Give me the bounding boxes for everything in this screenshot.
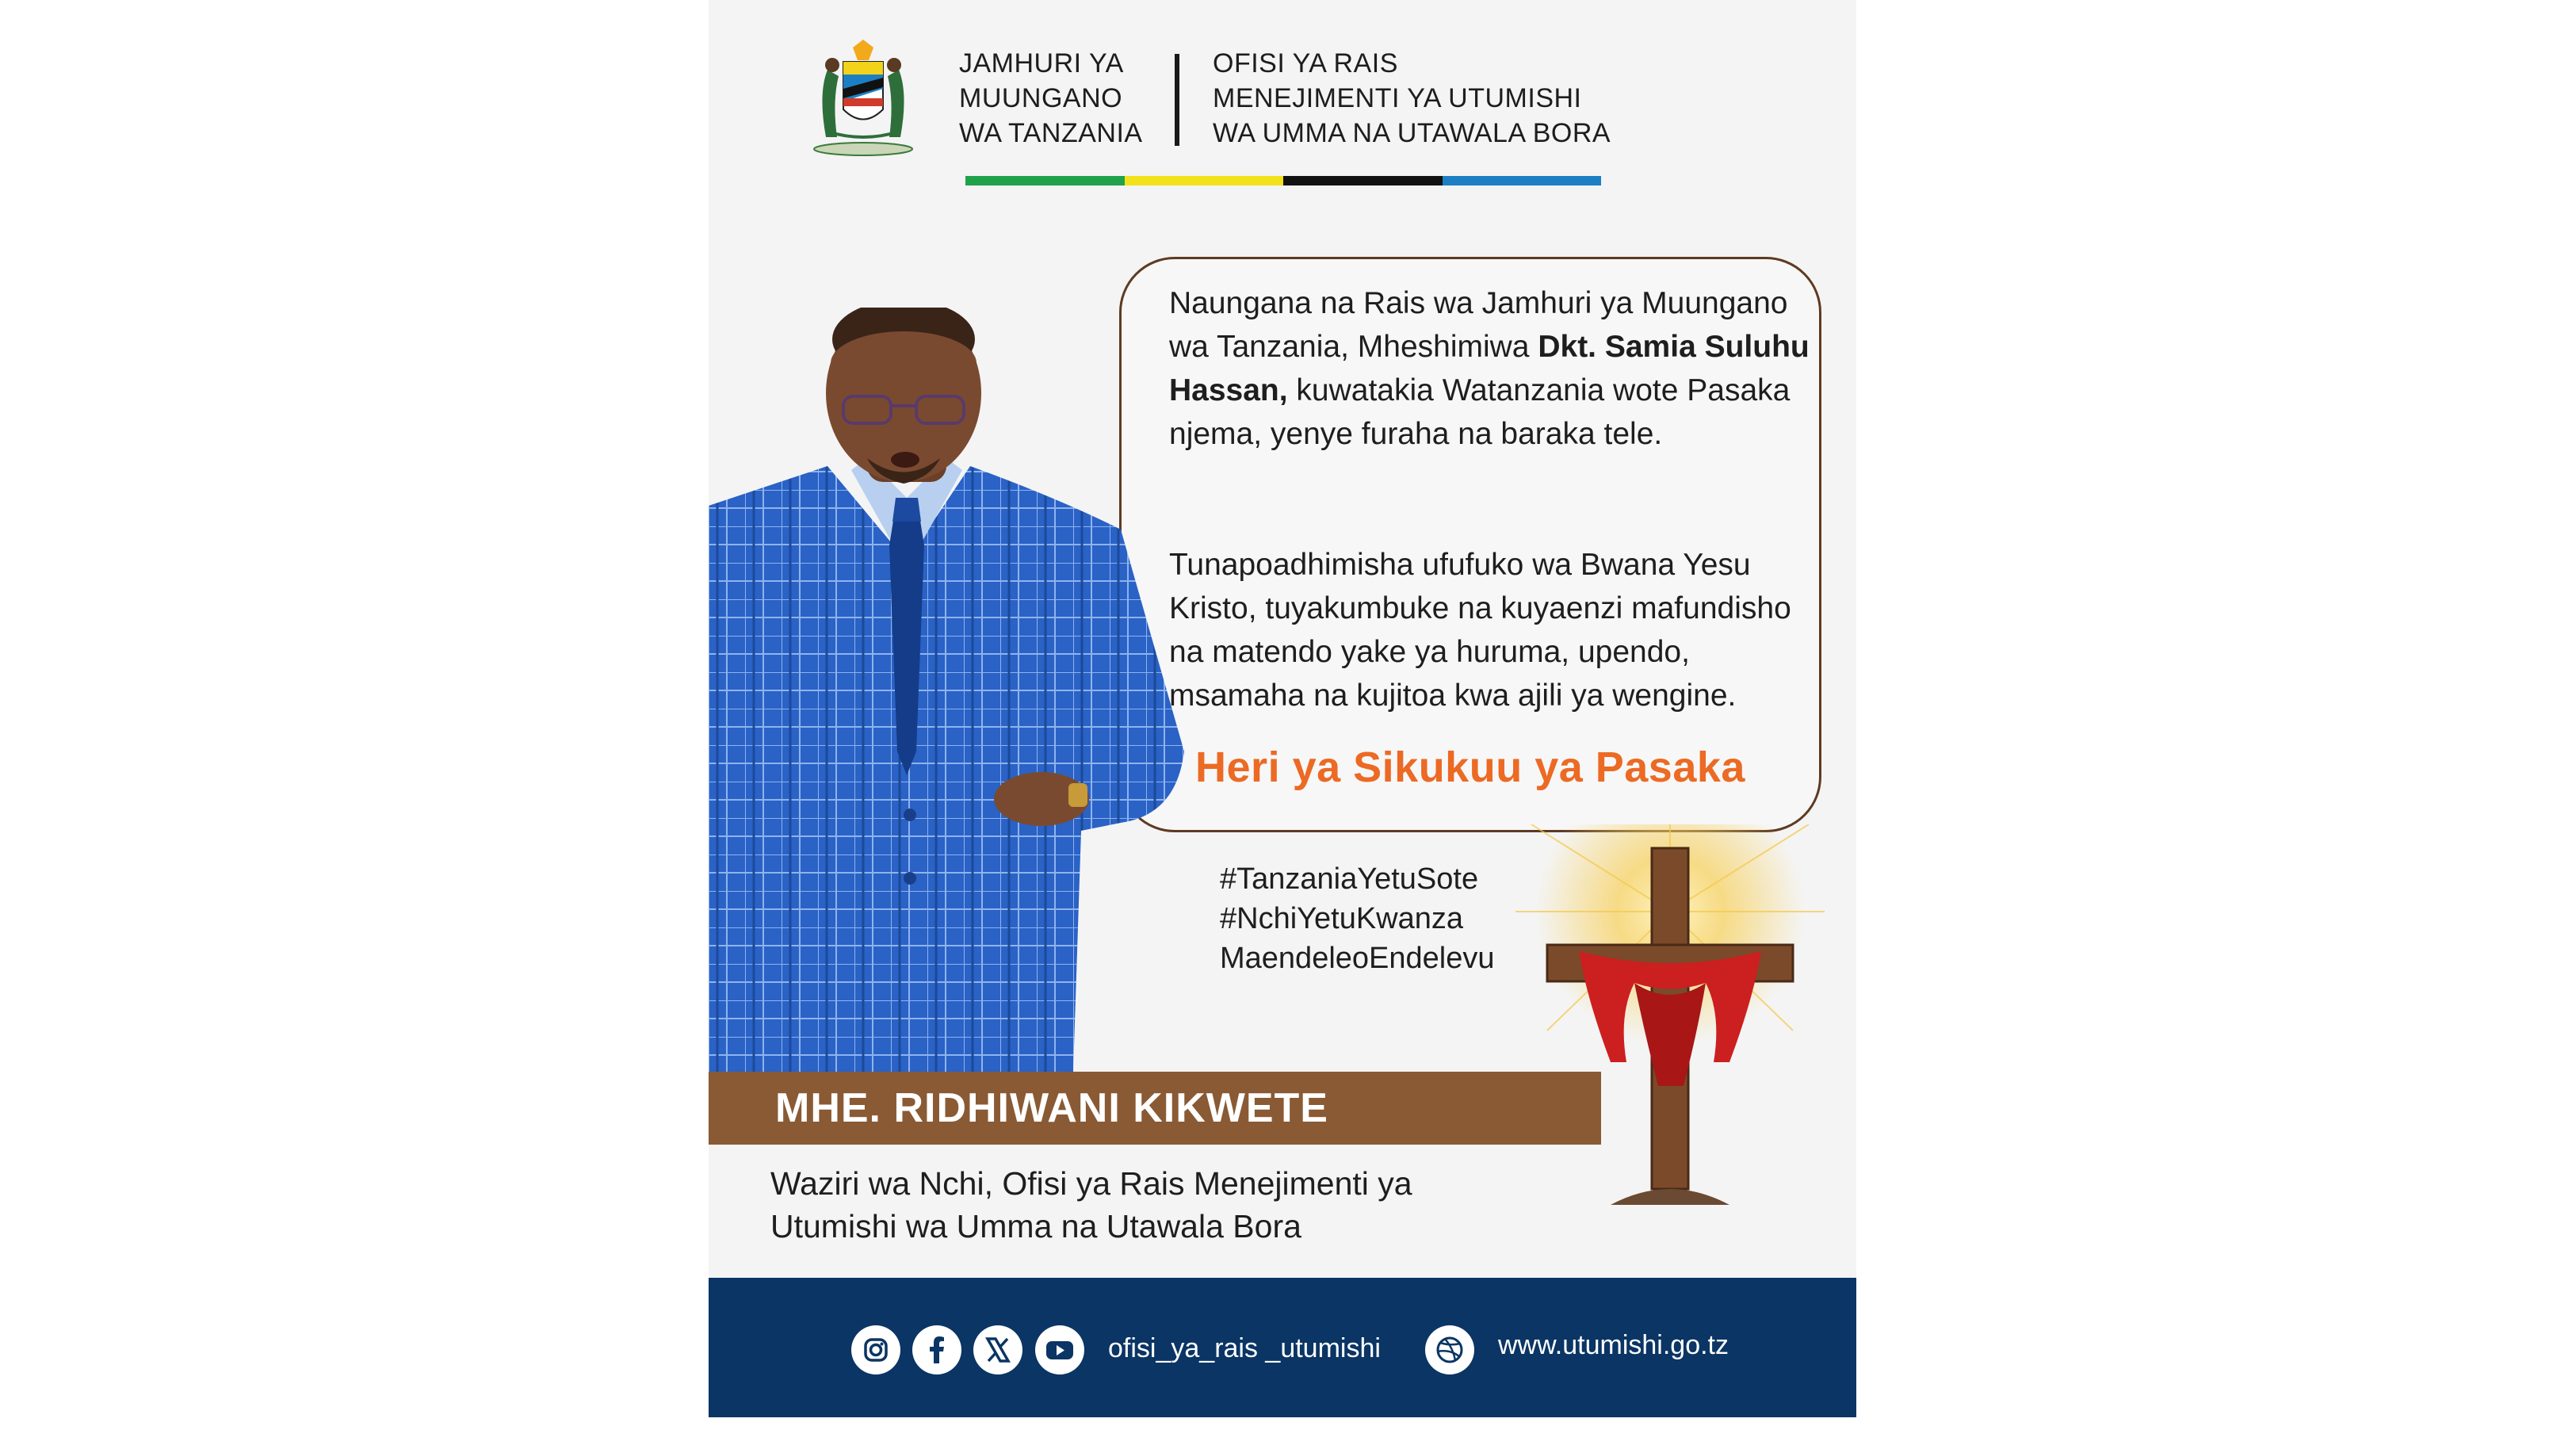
flag-color-bar	[965, 176, 1601, 185]
minister-photo	[709, 308, 1200, 1072]
header-country-name	[959, 46, 1143, 151]
header-office-name	[1213, 46, 1611, 151]
easter-greeting: Heri ya Sikukuu ya Pasaka	[1195, 744, 1745, 791]
header-right-line: MENEJIMENTI YA UTUMISHI	[1213, 83, 1582, 113]
hashtag: MaendeleoEndelevu	[1220, 942, 1495, 975]
message-text: Naungana na Rais wa Jamhuri ya Muungano wa Tanzania, Mheshimiwa	[1169, 286, 1788, 364]
youtube-icon[interactable]	[1035, 1325, 1084, 1374]
hashtag: #TanzaniaYetuSote	[1220, 862, 1479, 896]
flag-segment-black	[1283, 176, 1443, 185]
x-icon[interactable]	[973, 1325, 1022, 1374]
easter-cross-icon	[1515, 824, 1825, 1221]
minister-title: Waziri wa Nchi, Ofisi ya Rais Menejimenti ya Utumishi wa Umma na Utawala Bora	[770, 1165, 1412, 1244]
hashtag: #NchiYetuKwanza	[1220, 902, 1464, 935]
website-link[interactable]: www.utumishi.go.tz	[1498, 1330, 1729, 1360]
header-left-line: JAMHURI YA	[959, 48, 1124, 78]
header-right-line: WA UMMA NA UTAWALA BORA	[1213, 118, 1611, 148]
flag-segment-yellow	[1125, 176, 1284, 185]
social-handle[interactable]: ofisi_ya_rais _utumishi	[1108, 1333, 1381, 1363]
dribbble-icon[interactable]	[1425, 1325, 1474, 1374]
president-name: Dkt. Samia Suluhu Hassan,	[1169, 330, 1810, 407]
header-left-line: MUUNGANO	[959, 83, 1123, 113]
coat-of-arms-icon	[804, 38, 923, 157]
instagram-icon[interactable]	[851, 1325, 900, 1374]
minister-name: MHE. RIDHIWANI KIKWETE	[775, 1085, 1328, 1131]
flag-segment-green	[965, 176, 1125, 185]
header-left-line: WA TANZANIA	[959, 118, 1143, 148]
flag-segment-blue	[1443, 176, 1602, 185]
name-banner	[709, 1072, 1601, 1145]
header-right-line: OFISI YA RAIS	[1213, 48, 1398, 78]
message-box	[1119, 257, 1821, 832]
easter-poster	[709, 0, 1856, 1417]
message-text: kuwatakia Watanzania wote Pasaka njema, yenye furaha na baraka tele.	[1169, 373, 1791, 451]
message-paragraph-2: Tunapoadhimisha ufufuko wa Bwana Yesu Kristo, tuyakumbuke na kuyaenzi mafundisho na matendo yake ya huruma, upendo, msamaha na kujitoa kwa ajili ya wengine.	[1169, 548, 1791, 713]
message-paragraph-1	[1169, 281, 1811, 456]
facebook-icon[interactable]	[912, 1325, 961, 1374]
header-divider	[1175, 54, 1179, 146]
footer-bar	[709, 1278, 1856, 1417]
